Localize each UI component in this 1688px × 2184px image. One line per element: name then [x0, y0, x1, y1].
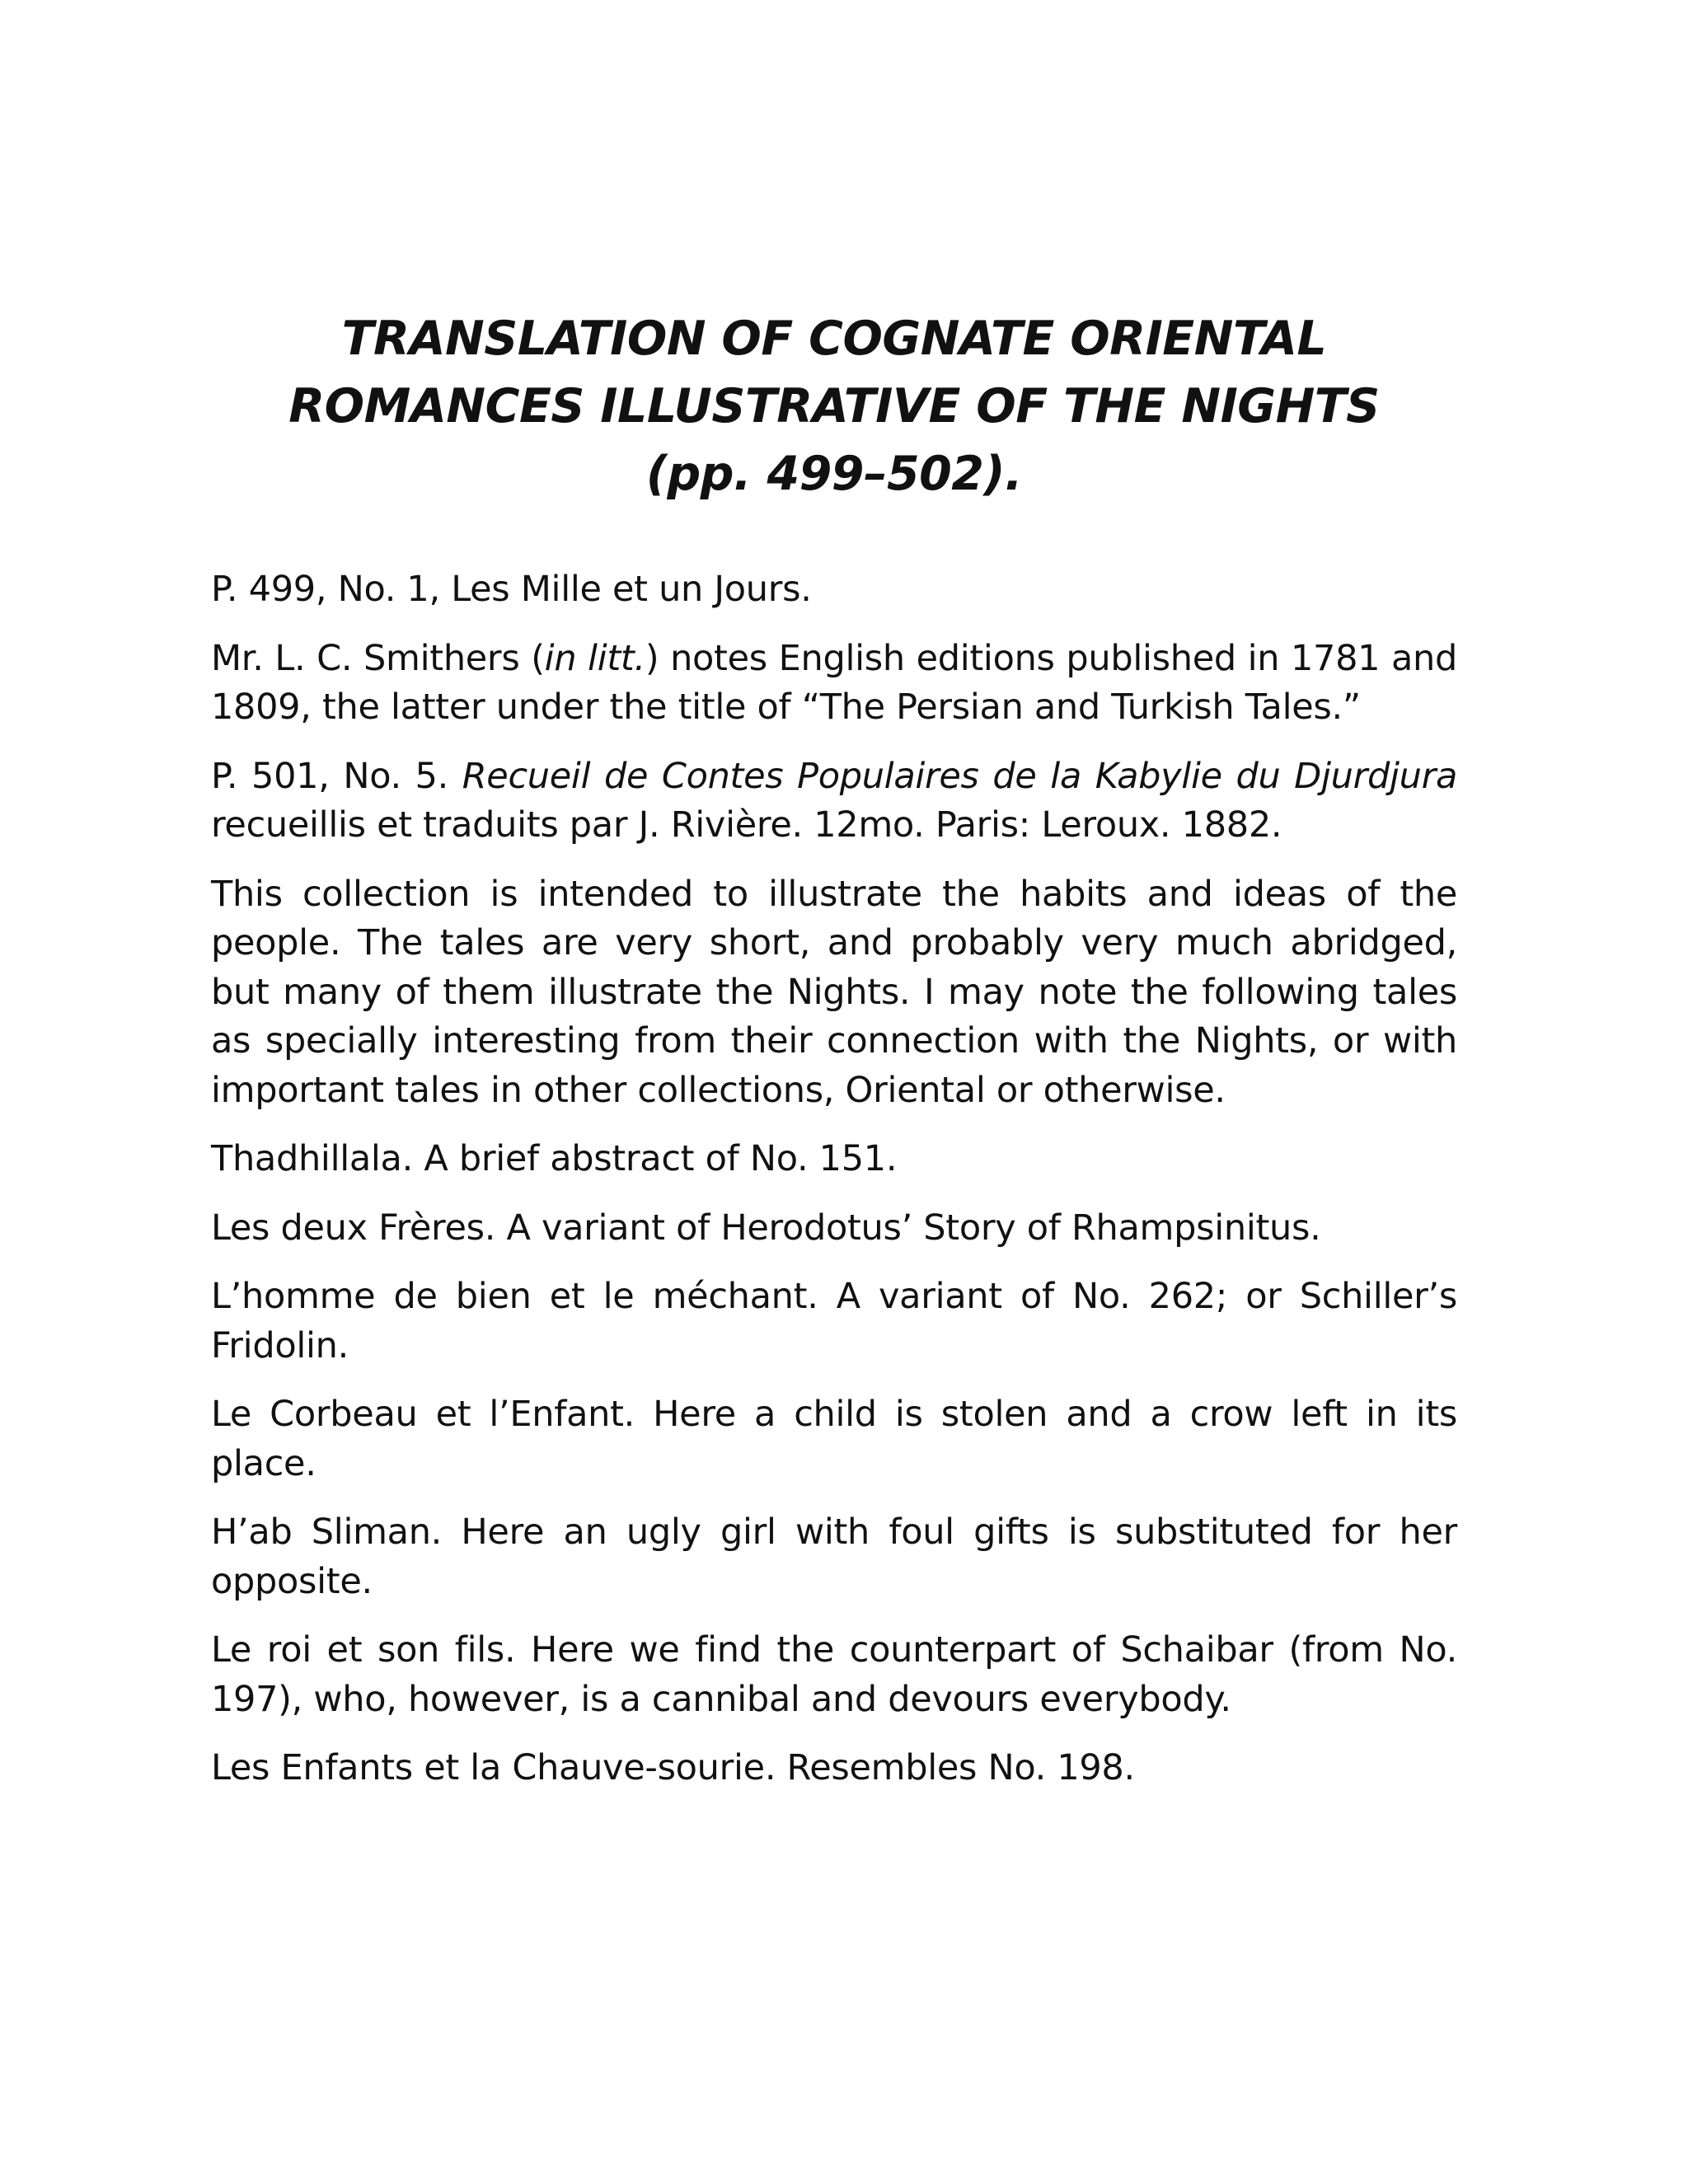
- smithers-in-litt: in litt.: [544, 637, 645, 679]
- title-line-3: (pp. 499–502).: [645, 447, 1023, 501]
- p501-prefix: P. 501, No. 5.: [211, 755, 462, 797]
- title-line-2: ROMANCES ILLUSTRATIVE OF THE NIGHTS: [288, 379, 1380, 434]
- paragraph-p499-entry: P. 499, No. 1, Les Mille et un Jours.: [211, 569, 812, 610]
- paragraph-roi-et-son-fils: Le roi et son fils. Here we find the counterpart of Schaibar (from No. 197), who, however, is a cannibal and devours everybody.: [211, 1629, 1457, 1720]
- paragraph-deux-freres: Les deux Frères. A variant of Herodotus’ Story of Rhampsinitus.: [211, 1207, 1321, 1249]
- smithers-text-start: Mr. L. C. Smithers (: [211, 637, 545, 679]
- title-line-1: TRANSLATION OF COGNATE ORIENTAL: [341, 312, 1327, 366]
- paragraph-p501-entry: [211, 752, 1457, 851]
- paragraph-corbeau: Le Corbeau et l’Enfant. Here a child is stolen and a crow left in its place.: [211, 1394, 1457, 1484]
- p501-book-title: Recueil de Contes Populaires de la Kabylie du Djurdjura: [462, 755, 1457, 797]
- paragraph-thadhillala: Thadhillala. A brief abstract of No. 151.: [211, 1138, 898, 1179]
- smithers-text-end: ) notes English editions published in 1781 and 1809, the latter under the title of “The Persian and Turkish Tales.”: [211, 637, 1458, 728]
- page-title: [211, 305, 1457, 508]
- paragraph-enfants-chauve-sourie: Les Enfants et la Chauve-sourie. Resembles No. 198.: [211, 1747, 1135, 1788]
- p501-details: recueillis et traduits par J. Rivière. 12mo. Paris: Leroux. 1882.: [211, 804, 1282, 846]
- paragraph-smithers-note: [211, 635, 1457, 733]
- paragraph-homme-de-bien: L’homme de bien et le méchant. A variant of No. 262; or Schiller’s Fridolin.: [211, 1276, 1457, 1366]
- paragraph-hab-sliman: H’ab Sliman. Here an ugly girl with foul gifts is substituted for her opposite.: [211, 1511, 1457, 1602]
- paragraph-collection-description: This collection is intended to illustrate the habits and ideas of the people. The tales are very short, and probably very much abridged, but many of them illustrate the Nights. I may note the following tales as specially interesting from their connection with the Nights, or with important tales in other collections, Oriental or otherwise.: [211, 873, 1457, 1111]
- document-page: [211, 305, 1457, 1813]
